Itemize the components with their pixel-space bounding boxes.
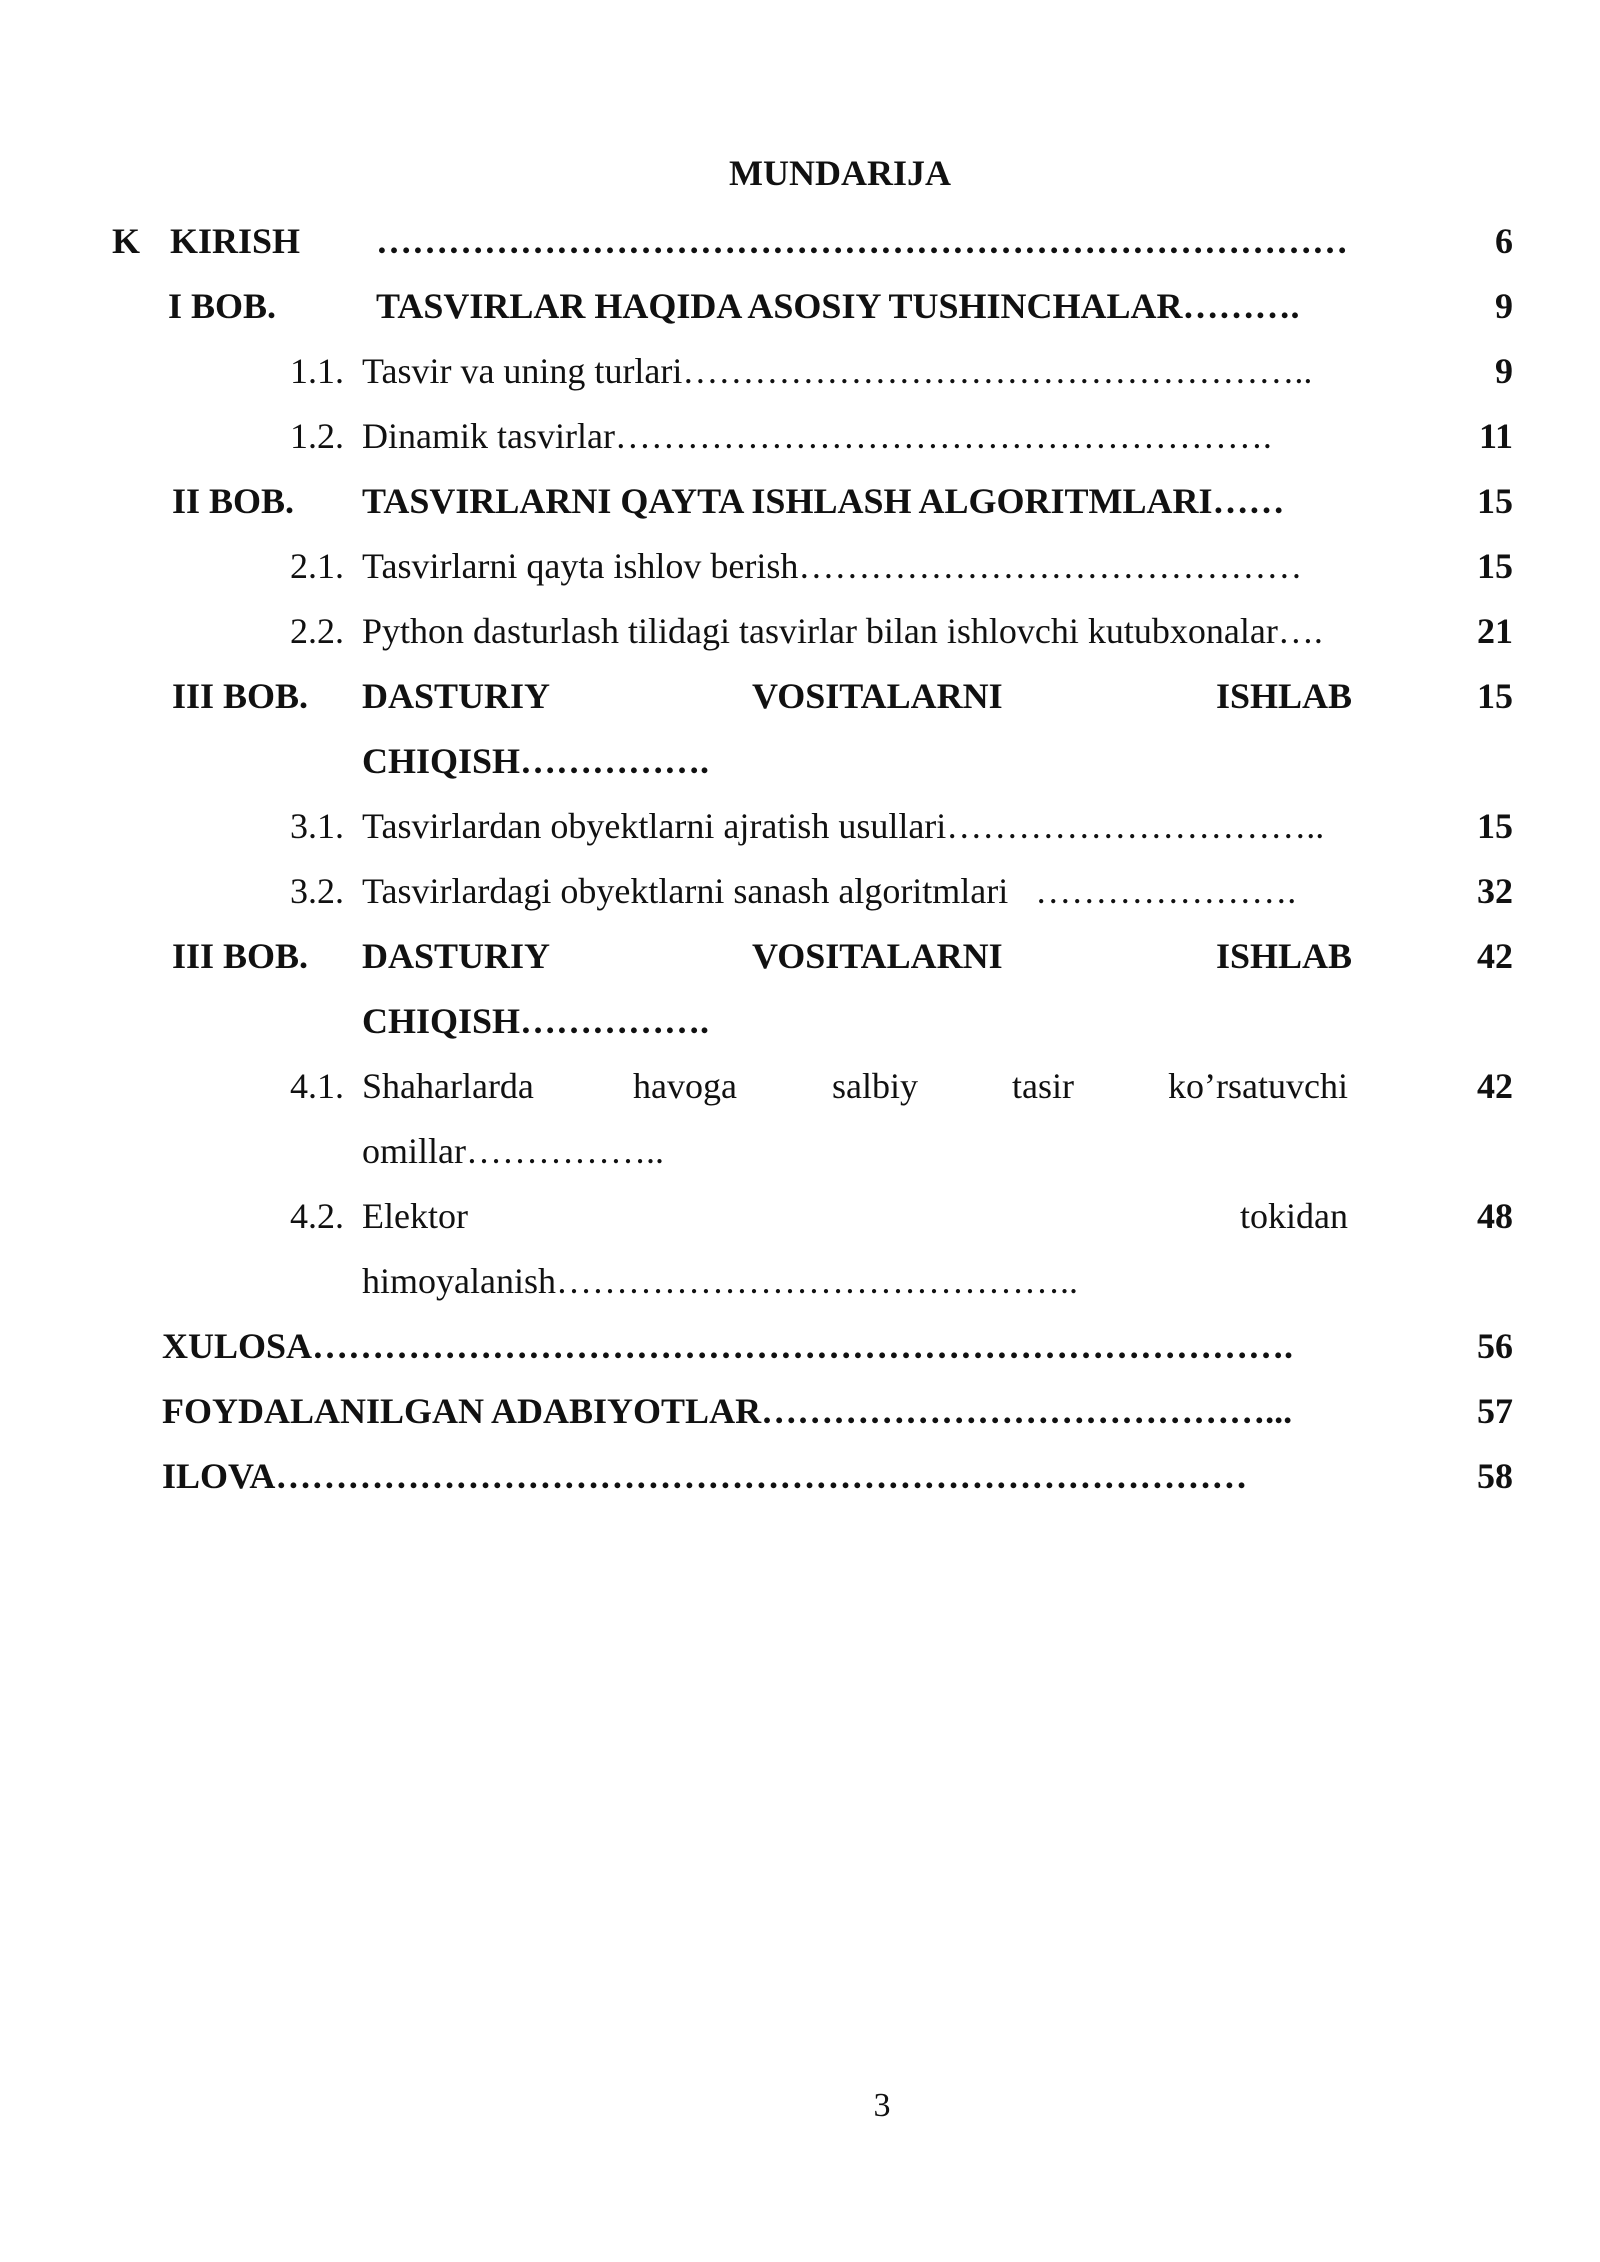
- toc-text: ILOVA………………………………………………………………………: [162, 1456, 1248, 1496]
- toc-word: ISHLAB: [1216, 936, 1353, 976]
- toc-text: CHIQISH…………….: [362, 1001, 710, 1041]
- toc-entry-section-4-2-continued: [0, 1260, 1600, 1320]
- toc-entry-section-4-1: [0, 1065, 1600, 1125]
- toc-text: Tasvirlardagi obyektlarni sanash algoritmlari ………………….: [362, 871, 1297, 911]
- toc-entry-section-2-2: [0, 610, 1600, 670]
- toc-label: III BOB.: [172, 676, 309, 716]
- toc-page: 15: [1477, 806, 1513, 846]
- toc-text: TASVIRLAR HAQIDA ASOSIY TUSHINCHALAR……….: [376, 286, 1300, 326]
- toc-label: 3.1.: [290, 806, 344, 846]
- toc-label: 3.2.: [290, 871, 344, 911]
- toc-page: 9: [1495, 351, 1513, 391]
- toc-prefix: K: [112, 221, 141, 261]
- toc-page: 32: [1477, 871, 1513, 911]
- toc-page: 11: [1478, 416, 1513, 456]
- toc-word: Elektor: [362, 1196, 468, 1236]
- toc-text: Python dasturlash tilidagi tasvirlar bilan ishlovchi kutubxonalar….: [362, 611, 1323, 651]
- toc-entry-section-1-2: [0, 415, 1600, 475]
- toc-word: salbiy: [832, 1066, 918, 1106]
- toc-entry-kirish: [0, 220, 1600, 280]
- toc-text: Tasvirlardan obyektlarni ajratish usullari…………………………..: [362, 806, 1325, 846]
- toc-label: 4.1.: [290, 1066, 344, 1106]
- toc-page: 48: [1477, 1196, 1513, 1236]
- toc-text: XULOSA……………………………………………………………………….: [162, 1326, 1294, 1366]
- toc-page: 42: [1477, 1066, 1513, 1106]
- toc-entry-chapter-4-continued: [0, 1000, 1600, 1060]
- toc-page: 6: [1495, 221, 1513, 261]
- toc-page: 21: [1477, 611, 1513, 651]
- toc-text: omillar……………..: [362, 1131, 664, 1171]
- toc-page: 15: [1477, 546, 1513, 586]
- page-number: 3: [873, 2087, 891, 2124]
- toc-label: II BOB.: [172, 481, 295, 521]
- toc-text: Tasvir va uning turlari……………………………………………..: [362, 351, 1313, 391]
- toc-entry-conclusion: [0, 1325, 1600, 1385]
- toc-entry-appendix: [0, 1455, 1600, 1515]
- toc-entry-section-3-1: [0, 805, 1600, 865]
- toc-entry-section-4-2: [0, 1195, 1600, 1255]
- toc-text: FOYDALANILGAN ADABIYOTLAR……………………………………...: [162, 1391, 1293, 1431]
- toc-entry-chapter-3: [0, 675, 1600, 735]
- toc-entry-chapter-1: [0, 285, 1600, 345]
- toc-label: 2.2.: [290, 611, 344, 651]
- toc-heading: MUNDARIJA: [729, 153, 951, 193]
- toc-text: CHIQISH…………….: [362, 741, 710, 781]
- toc-page: 57: [1477, 1391, 1513, 1431]
- toc-page: 9: [1495, 286, 1513, 326]
- toc-word: DASTURIY: [362, 676, 551, 716]
- toc-word: VOSITALARNI: [752, 676, 1003, 716]
- toc-entry-chapter-2: [0, 480, 1600, 540]
- toc-word: tokidan: [1240, 1196, 1348, 1236]
- toc-page: 56: [1477, 1326, 1513, 1366]
- toc-entry-chapter-3-continued: [0, 740, 1600, 800]
- toc-entry-section-1-1: [0, 350, 1600, 410]
- toc-text: Tasvirlarni qayta ishlov berish……………………………………: [362, 546, 1303, 586]
- toc-word: DASTURIY: [362, 936, 551, 976]
- toc-label: I BOB.: [168, 286, 277, 326]
- toc-label: 1.2.: [290, 416, 344, 456]
- toc-page: 42: [1477, 936, 1513, 976]
- toc-entry-section-4-1-continued: [0, 1130, 1600, 1190]
- toc-label: KIRISH: [170, 221, 301, 261]
- toc-page: 58: [1477, 1456, 1513, 1496]
- toc-text: himoyalanish……………………………………..: [362, 1261, 1078, 1301]
- toc-page: 15: [1477, 676, 1513, 716]
- toc-word: VOSITALARNI: [752, 936, 1003, 976]
- toc-word: tasir: [1012, 1066, 1074, 1106]
- toc-dots: ………………………………………………………………………: [376, 221, 1348, 261]
- toc-label: 2.1.: [290, 546, 344, 586]
- toc-entry-references: [0, 1390, 1600, 1450]
- toc-page: 15: [1477, 481, 1513, 521]
- toc-label: 1.1.: [290, 351, 344, 391]
- toc-entry-section-2-1: [0, 545, 1600, 605]
- toc-word: ISHLAB: [1216, 676, 1353, 716]
- toc-label: III BOB.: [172, 936, 309, 976]
- toc-word: ko’rsatuvchi: [1168, 1066, 1348, 1106]
- toc-label: 4.2.: [290, 1196, 344, 1236]
- toc-entry-chapter-4: [0, 935, 1600, 995]
- toc-word: havoga: [633, 1066, 737, 1106]
- toc-text: Dinamik tasvirlar……………………………………………….: [362, 416, 1272, 456]
- toc-word: Shaharlarda: [362, 1066, 534, 1106]
- toc-text: TASVIRLARNI QAYTA ISHLASH ALGORITMLARI……: [362, 481, 1285, 521]
- toc-entry-section-3-2: [0, 870, 1600, 930]
